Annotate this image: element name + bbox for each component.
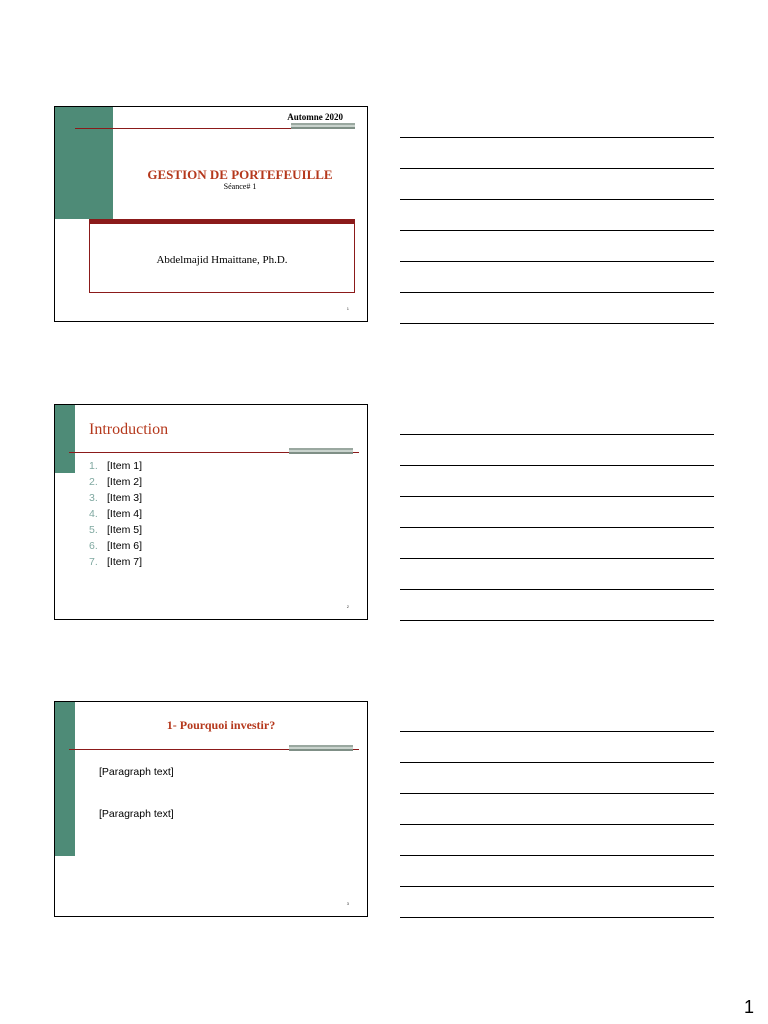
note-line: [400, 886, 714, 887]
item-text: [Item 3]: [107, 492, 143, 504]
body-paragraph: [Paragraph text]: [99, 808, 174, 820]
note-line: [400, 230, 714, 231]
slide-accent-bar: [55, 702, 75, 856]
list-item: [89, 523, 142, 537]
note-line: [400, 917, 714, 918]
item-text: [Item 5]: [107, 524, 143, 536]
outline-list: [89, 459, 142, 571]
slide-accent-bar: [55, 107, 113, 219]
slide-accent-bar: [55, 405, 75, 473]
item-text: [Item 1]: [107, 460, 143, 472]
slide-heading: Introduction: [89, 421, 169, 438]
page-number: 1: [743, 997, 754, 1017]
course-title: GESTION DE PORTEFEUILLE: [147, 167, 333, 182]
note-line: [400, 558, 714, 559]
list-item: [89, 491, 142, 505]
slide-3: [54, 701, 368, 917]
note-line: [400, 731, 714, 732]
decorative-stripes: [289, 448, 353, 454]
note-line: [400, 137, 714, 138]
note-line: [400, 261, 714, 262]
note-line: [400, 323, 714, 324]
note-line: [400, 855, 714, 856]
item-number: 2.: [89, 476, 98, 488]
note-line: [400, 199, 714, 200]
list-item: [89, 555, 142, 569]
note-line: [400, 434, 714, 435]
slide-heading: 1- Pourquoi investir?: [166, 718, 276, 732]
item-number: 3.: [89, 492, 98, 504]
semester-label: Automne 2020: [287, 112, 343, 122]
slide-number: 1: [346, 306, 349, 311]
item-text: [Item 4]: [107, 508, 143, 520]
slide-number: 2: [346, 604, 349, 609]
slide-1: [54, 106, 368, 322]
list-item: [89, 539, 142, 553]
item-number: 4.: [89, 508, 98, 520]
body-paragraph: [Paragraph text]: [99, 766, 174, 778]
note-line: [400, 589, 714, 590]
list-item: [89, 459, 142, 473]
session-label: Séance# 1: [223, 182, 257, 191]
slide-number: 3: [346, 901, 349, 906]
list-item: [89, 475, 142, 489]
item-number: 7.: [89, 556, 98, 568]
item-number: 5.: [89, 524, 98, 536]
decorative-stripes: [289, 745, 353, 751]
note-line: [400, 793, 714, 794]
decorative-stripes: [291, 123, 355, 129]
note-line: [400, 762, 714, 763]
item-text: [Item 6]: [107, 540, 143, 552]
note-line: [400, 824, 714, 825]
list-item: [89, 507, 142, 521]
note-line: [400, 496, 714, 497]
item-number: 6.: [89, 540, 98, 552]
note-line: [400, 620, 714, 621]
note-line: [400, 527, 714, 528]
author-name: Abdelmajid Hmaittane, Ph.D.: [156, 254, 288, 266]
note-line: [400, 292, 714, 293]
slide-2: [54, 404, 368, 620]
item-number: 1.: [89, 460, 98, 472]
item-text: [Item 7]: [107, 556, 143, 568]
note-line: [400, 168, 714, 169]
author-box: [89, 219, 355, 293]
note-line: [400, 465, 714, 466]
item-text: [Item 2]: [107, 476, 143, 488]
